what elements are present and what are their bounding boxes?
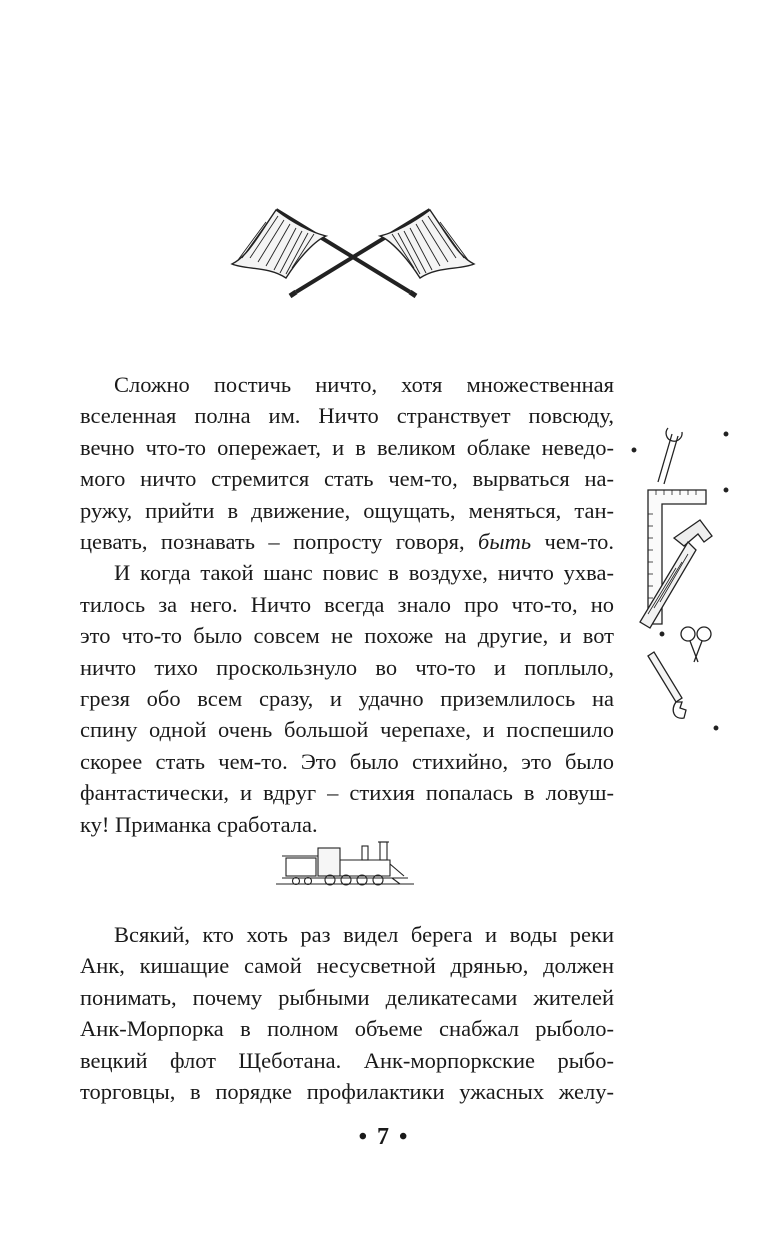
text-line: И когда такой шанс повис в воздухе, ничто ухва- (114, 560, 614, 586)
text-line: грезя обо всем сразу, и удачно приземлилось на (80, 686, 614, 712)
text-line: вечно что-то опережает, и в великом облаке неведо- (80, 434, 614, 460)
text-line-with-emphasis (80, 526, 614, 557)
text-line: тилось за него. Ничто всегда знало про что-то, но (80, 591, 614, 617)
text-line: понимать, почему рыбными деликатесами жителей (80, 984, 614, 1010)
text-line: Анк-Морпорка в полном объеме снабжал рыболо- (80, 1016, 614, 1042)
emphasis-word: быть (478, 529, 532, 555)
text-line: Сложно постичь ничто, хотя множественная (114, 372, 614, 397)
text-line: вселенная полна им. Ничто странствует повсюду, (80, 403, 614, 429)
locomotive-icon (272, 838, 418, 890)
text-fragment: чем-то. (544, 529, 614, 555)
text-line: Всякий, кто хоть раз видел берега и воды реки (114, 922, 614, 947)
paragraph-2 (80, 919, 614, 1107)
text-line: мого ничто стремится стать чем-то, вырваться на- (80, 466, 614, 492)
page-number: • 7 • (358, 1124, 410, 1150)
paragraph-1 (80, 369, 614, 840)
text-line: вецкий флот Щеботана. Анк-морпоркские рыбо- (80, 1047, 614, 1073)
text-line: ружу, прийти в движение, ощущать, меняться, тан- (80, 497, 614, 523)
text-fragment: цевать, познавать – попросту говоря, (80, 529, 465, 555)
text-line: скорее стать чем-то. Это было стихийно, это было (80, 748, 614, 774)
text-line: фантастически, и вдруг – стихия попалась в ловуш- (80, 780, 614, 806)
text-line: торговцы, в порядке профилактики ужасных желу- (80, 1079, 614, 1105)
crossed-flags-icon (228, 196, 478, 306)
text-line: ку! Приманка сработала. (80, 811, 318, 837)
text-line: спину одной очень большой черепахе, и поспешило (80, 717, 614, 743)
tools-icon (628, 412, 738, 742)
text-line: Анк, кишащие самой несусветной дрянью, должен (80, 953, 614, 979)
text-line: это что-то было совсем не похоже на другие, и вот (80, 623, 614, 649)
text-line: ничто тихо проскользнуло во что-то и поплыло, (80, 654, 614, 680)
